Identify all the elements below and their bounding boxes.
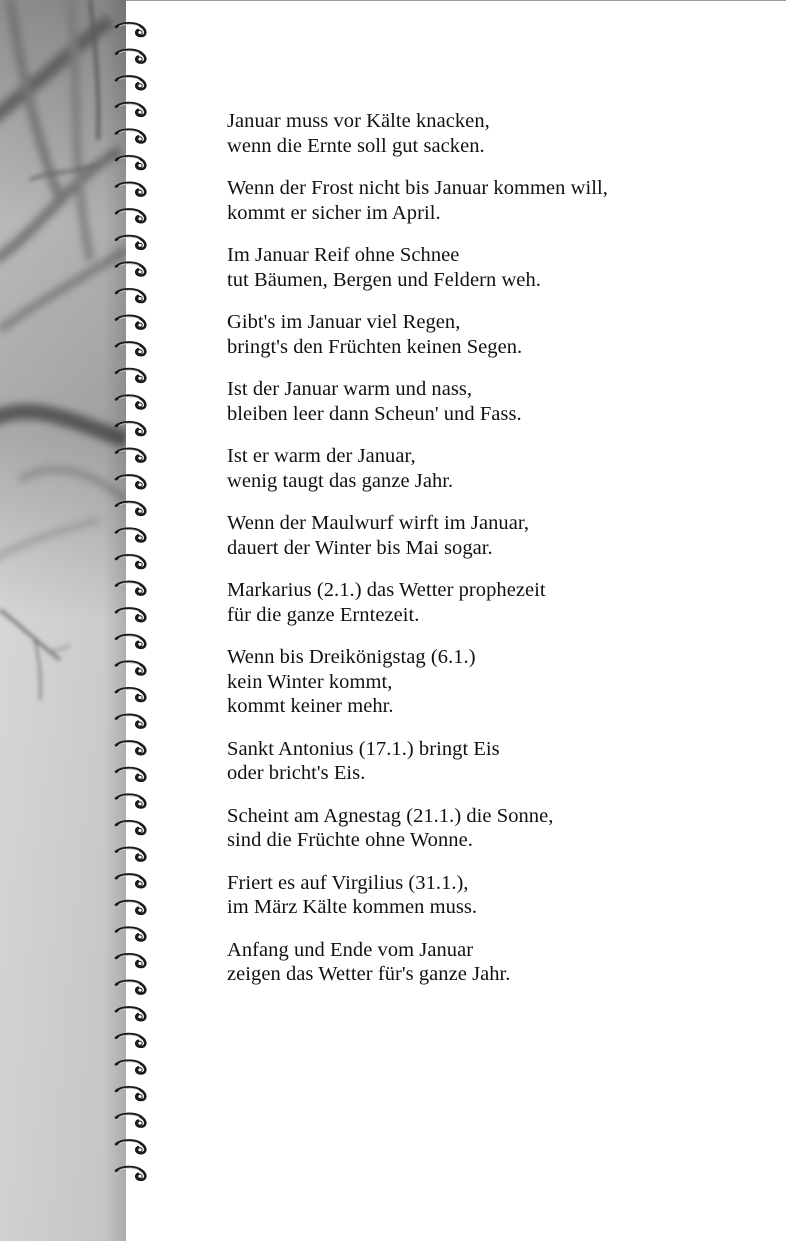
proverb-line: dauert der Winter bis Mai sogar.	[227, 536, 493, 559]
proverb-verse	[227, 109, 767, 158]
binding-ring	[116, 502, 145, 515]
binding-ring	[116, 156, 145, 169]
binding-ring	[116, 715, 145, 728]
binding-ring	[116, 1087, 145, 1100]
proverb-line: bleiben leer dann Scheun' und Fass.	[227, 402, 522, 425]
binding-ring	[116, 289, 145, 302]
proverb-line: kommt keiner mehr.	[227, 695, 394, 717]
binding-ring	[116, 741, 145, 754]
proverb-line: Friert es auf Virgilius (31.1.),	[227, 871, 469, 894]
binding-ring	[116, 662, 145, 675]
proverb-line: Wenn bis Dreikönigstag (6.1.)	[227, 646, 476, 668]
proverb-line: oder bricht's Eis.	[227, 762, 366, 784]
binding-ring	[116, 608, 145, 621]
binding-ring	[116, 981, 145, 994]
binding-ring	[116, 555, 145, 568]
binding-ring	[116, 396, 145, 409]
binding-ring	[116, 130, 145, 143]
spiral-binding-rings	[108, 0, 156, 1241]
binding-ring	[116, 928, 145, 941]
proverb-line: Scheint am Agnestag (21.1.) die Sonne,	[227, 804, 554, 827]
proverb-line: Im Januar Reif ohne Schnee	[227, 244, 460, 266]
binding-ring	[116, 316, 145, 329]
binding-ring	[116, 1140, 145, 1153]
binding-ring	[116, 1034, 145, 1047]
binding-ring	[116, 263, 145, 276]
proverb-verse	[227, 871, 767, 920]
binding-ring	[116, 821, 145, 834]
binding-ring	[116, 183, 145, 196]
binding-ring	[116, 635, 145, 648]
proverb-line: wenig taugt das ganze Jahr.	[227, 469, 454, 492]
binding-ring	[116, 848, 145, 861]
proverb-line: Ist er warm der Januar,	[227, 445, 416, 467]
binding-ring	[116, 795, 145, 808]
binding-ring	[116, 954, 145, 967]
proverb-verse	[227, 804, 767, 853]
proverb-line: kommt er sicher im April.	[227, 201, 441, 224]
binding-ring	[116, 449, 145, 462]
binding-ring	[116, 1061, 145, 1074]
binding-ring	[116, 1167, 145, 1180]
proverb-line: sind die Früchte ohne Wonne.	[227, 829, 473, 851]
proverb-line: Sankt Antonius (17.1.) bringt Eis	[227, 737, 500, 760]
proverb-verse	[227, 645, 767, 719]
proverb-line: Ist der Januar warm und nass,	[227, 378, 473, 400]
top-border-line	[126, 0, 786, 1]
binding-ring	[116, 1114, 145, 1127]
proverb-line: bringt's den Früchten keinen Segen.	[227, 335, 523, 358]
proverb-line: tut Bäumen, Bergen und Feldern weh.	[227, 268, 541, 291]
proverb-verse	[227, 176, 767, 225]
binding-ring	[116, 76, 145, 89]
binding-ring	[116, 1007, 145, 1020]
proverb-line: Gibt's im Januar viel Regen,	[227, 311, 461, 333]
proverb-verse	[227, 444, 767, 493]
binding-ring	[116, 688, 145, 701]
proverb-verse	[227, 243, 767, 292]
proverb-line: Januar muss vor Kälte knacken,	[227, 110, 490, 132]
binding-ring	[116, 342, 145, 355]
binding-ring	[116, 103, 145, 116]
binding-ring	[116, 768, 145, 781]
proverb-verse	[227, 578, 767, 627]
binding-ring	[116, 874, 145, 887]
binding-ring	[116, 582, 145, 595]
proverb-line: im März Kälte kommen muss.	[227, 896, 478, 918]
proverb-verse	[227, 310, 767, 359]
binding-ring	[116, 529, 145, 542]
binding-ring	[116, 901, 145, 914]
proverb-verse	[227, 938, 767, 987]
binding-ring	[116, 23, 145, 36]
binding-ring	[116, 209, 145, 222]
weather-proverbs-text	[227, 109, 767, 1005]
proverb-line: zeigen das Wetter für's ganze Jahr.	[227, 963, 511, 985]
proverb-verse	[227, 377, 767, 426]
proverb-verse	[227, 737, 767, 786]
proverb-verse	[227, 511, 767, 560]
binding-ring	[116, 369, 145, 382]
proverb-line: Anfang und Ende vom Januar	[227, 938, 474, 961]
binding-ring	[116, 475, 145, 488]
proverb-line: wenn die Ernte soll gut sacken.	[227, 134, 485, 157]
proverb-line: Markarius (2.1.) das Wetter prophezeit	[227, 579, 546, 601]
proverb-line: Wenn der Maulwurf wirft im Januar,	[227, 512, 530, 534]
proverb-line: für die ganze Erntezeit.	[227, 603, 420, 626]
proverb-line: kein Winter kommt,	[227, 670, 393, 693]
binding-ring	[116, 50, 145, 63]
binding-ring	[116, 422, 145, 435]
binding-ring	[116, 236, 145, 249]
proverb-line: Wenn der Frost nicht bis Januar kommen will,	[227, 177, 608, 199]
